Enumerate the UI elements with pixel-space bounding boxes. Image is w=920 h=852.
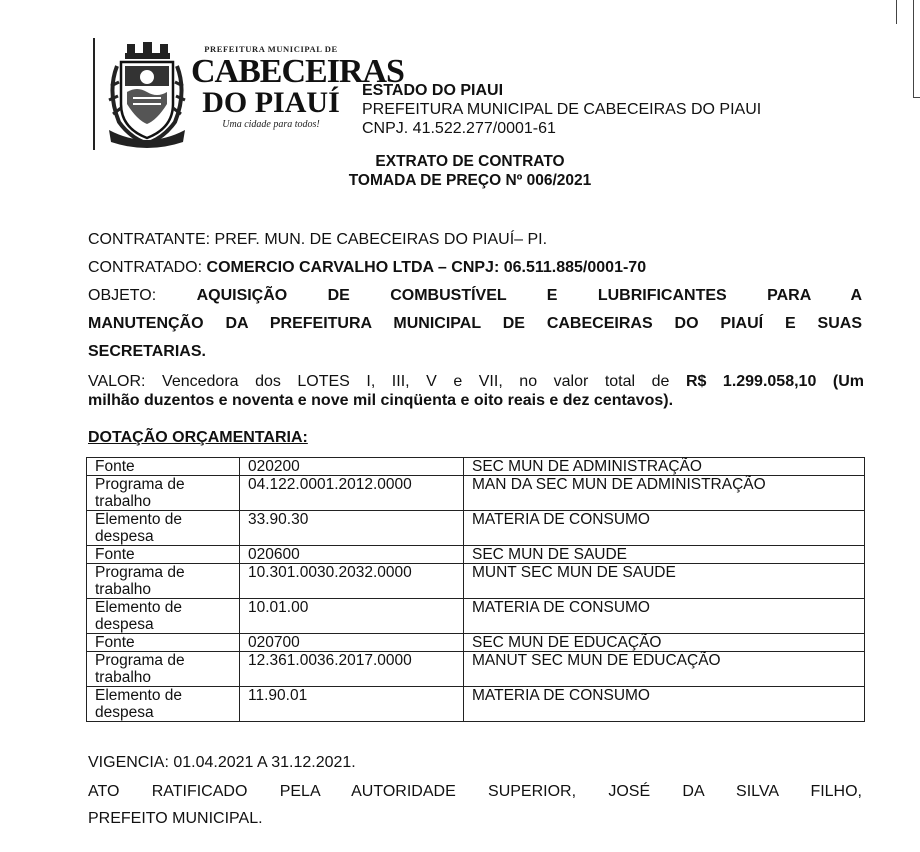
contratado-label: CONTRATADO:: [88, 259, 203, 276]
row-desc: SEC MUN DE SAUDE: [464, 546, 865, 564]
row-code: 020200: [240, 458, 464, 476]
issuer-info: [362, 81, 761, 138]
logo-tagline: Uma cidade para todos!: [222, 119, 320, 130]
row-desc: SEC MUN DE EDUCAÇÃO: [464, 634, 865, 652]
contratado-value: COMERCIO CARVALHO LTDA – CNPJ: 06.511.885/0001-70: [206, 259, 647, 276]
dotacao-heading: DOTAÇÃO ORÇAMENTARIA:: [88, 429, 308, 446]
municipal-logo: [93, 38, 404, 150]
row-code: 04.122.0001.2012.0000: [240, 476, 464, 511]
row-label: Elemento de despesa: [87, 599, 240, 634]
dotacao-table: [86, 457, 865, 722]
contratante-label: CONTRATANTE:: [88, 231, 211, 248]
table-row: [87, 564, 865, 599]
row-code: 11.90.01: [240, 687, 464, 722]
contratante-line: [88, 231, 547, 249]
objeto-label: OBJETO:: [88, 287, 157, 304]
row-code: 10.01.00: [240, 599, 464, 634]
objeto-text-1: AQUISIÇÃO DE COMBUSTÍVEL E LUBRIFICANTES PARA A: [196, 287, 862, 304]
table-row: [87, 687, 865, 722]
valor-amount: R$ 1.299.058,10 (Um: [685, 373, 864, 390]
table-row: [87, 546, 865, 564]
edge-line: [913, 97, 920, 98]
objeto-line-2: MANUTENÇÃO DA PREFEITURA MUNICIPAL DE CABECEIRAS DO PIAUÍ E SUAS: [88, 315, 862, 332]
logo-state-name: DO PIAUÍ: [202, 86, 340, 119]
row-desc: SEC MUN DE ADMINISTRAÇÃO: [464, 458, 865, 476]
contratante-value: PREF. MUN. DE CABECEIRAS DO PIAUÍ– PI.: [214, 231, 548, 248]
row-desc: MANUT SEC MUN DE EDUCAÇÃO: [464, 652, 865, 687]
table-row: [87, 599, 865, 634]
table-row: [87, 634, 865, 652]
issuer-cnpj: CNPJ. 41.522.277/0001-61: [362, 120, 556, 137]
valor-label: VALOR:: [88, 373, 146, 390]
vigencia-line: VIGENCIA: 01.04.2021 A 31.12.2021.: [88, 754, 356, 771]
row-code: 12.361.0036.2017.0000: [240, 652, 464, 687]
row-code: 020700: [240, 634, 464, 652]
coat-of-arms-icon: [103, 42, 191, 148]
row-label: Fonte: [87, 634, 240, 652]
table-row: [87, 458, 865, 476]
row-label: Elemento de despesa: [87, 511, 240, 546]
row-code: 020600: [240, 546, 464, 564]
objeto-line-3: SECRETARIAS.: [88, 343, 206, 360]
row-code: 33.90.30: [240, 511, 464, 546]
row-label: Programa de trabalho: [87, 652, 240, 687]
ato-line-2: PREFEITO MUNICIPAL.: [88, 810, 263, 827]
row-code: 10.301.0030.2032.0000: [240, 564, 464, 599]
logo-prefix: PREFEITURA MUNICIPAL DE: [204, 44, 338, 54]
edge-line: [913, 0, 914, 98]
row-label: Fonte: [87, 546, 240, 564]
row-desc: MATERIA DE CONSUMO: [464, 687, 865, 722]
valor-line-1: [88, 372, 864, 391]
valor-amount-words: milhão duzentos e noventa e nove mil cinqüenta e oito reais e dez centavos).: [88, 392, 674, 409]
row-label: Elemento de despesa: [87, 687, 240, 722]
row-desc: MATERIA DE CONSUMO: [464, 511, 865, 546]
row-label: Fonte: [87, 458, 240, 476]
row-label: Programa de trabalho: [87, 476, 240, 511]
table-row: [87, 511, 865, 546]
edge-line: [896, 0, 897, 24]
issuer-prefecture: PREFEITURA MUNICIPAL DE CABECEIRAS DO PIAUI: [362, 101, 762, 118]
document-title: EXTRATO DE CONTRATO: [375, 153, 565, 170]
row-label: Programa de trabalho: [87, 564, 240, 599]
objeto-line-1: [88, 287, 862, 305]
valor-block: [88, 372, 864, 410]
row-desc: MUNT SEC MUN DE SAUDE: [464, 564, 865, 599]
logo-wordmark: [191, 44, 404, 130]
table-row: [87, 476, 865, 511]
row-desc: MAN DA SEC MUN DE ADMINISTRAÇÃO: [464, 476, 865, 511]
logo-city-name: CABECEIRAS: [191, 53, 404, 90]
ato-line-1: ATO RATIFICADO PELA AUTORIDADE SUPERIOR, JOSÉ DA SILVA FILHO,: [88, 783, 862, 800]
table-row: [87, 652, 865, 687]
document-subtitle: TOMADA DE PREÇO Nº 006/2021: [348, 172, 592, 189]
issuer-state: ESTADO DO PIAUI: [362, 82, 504, 99]
contratado-line: [88, 259, 646, 277]
row-desc: MATERIA DE CONSUMO: [464, 599, 865, 634]
valor-text: Vencedora dos LOTES I, III, V e VII, no valor total de: [162, 373, 670, 390]
